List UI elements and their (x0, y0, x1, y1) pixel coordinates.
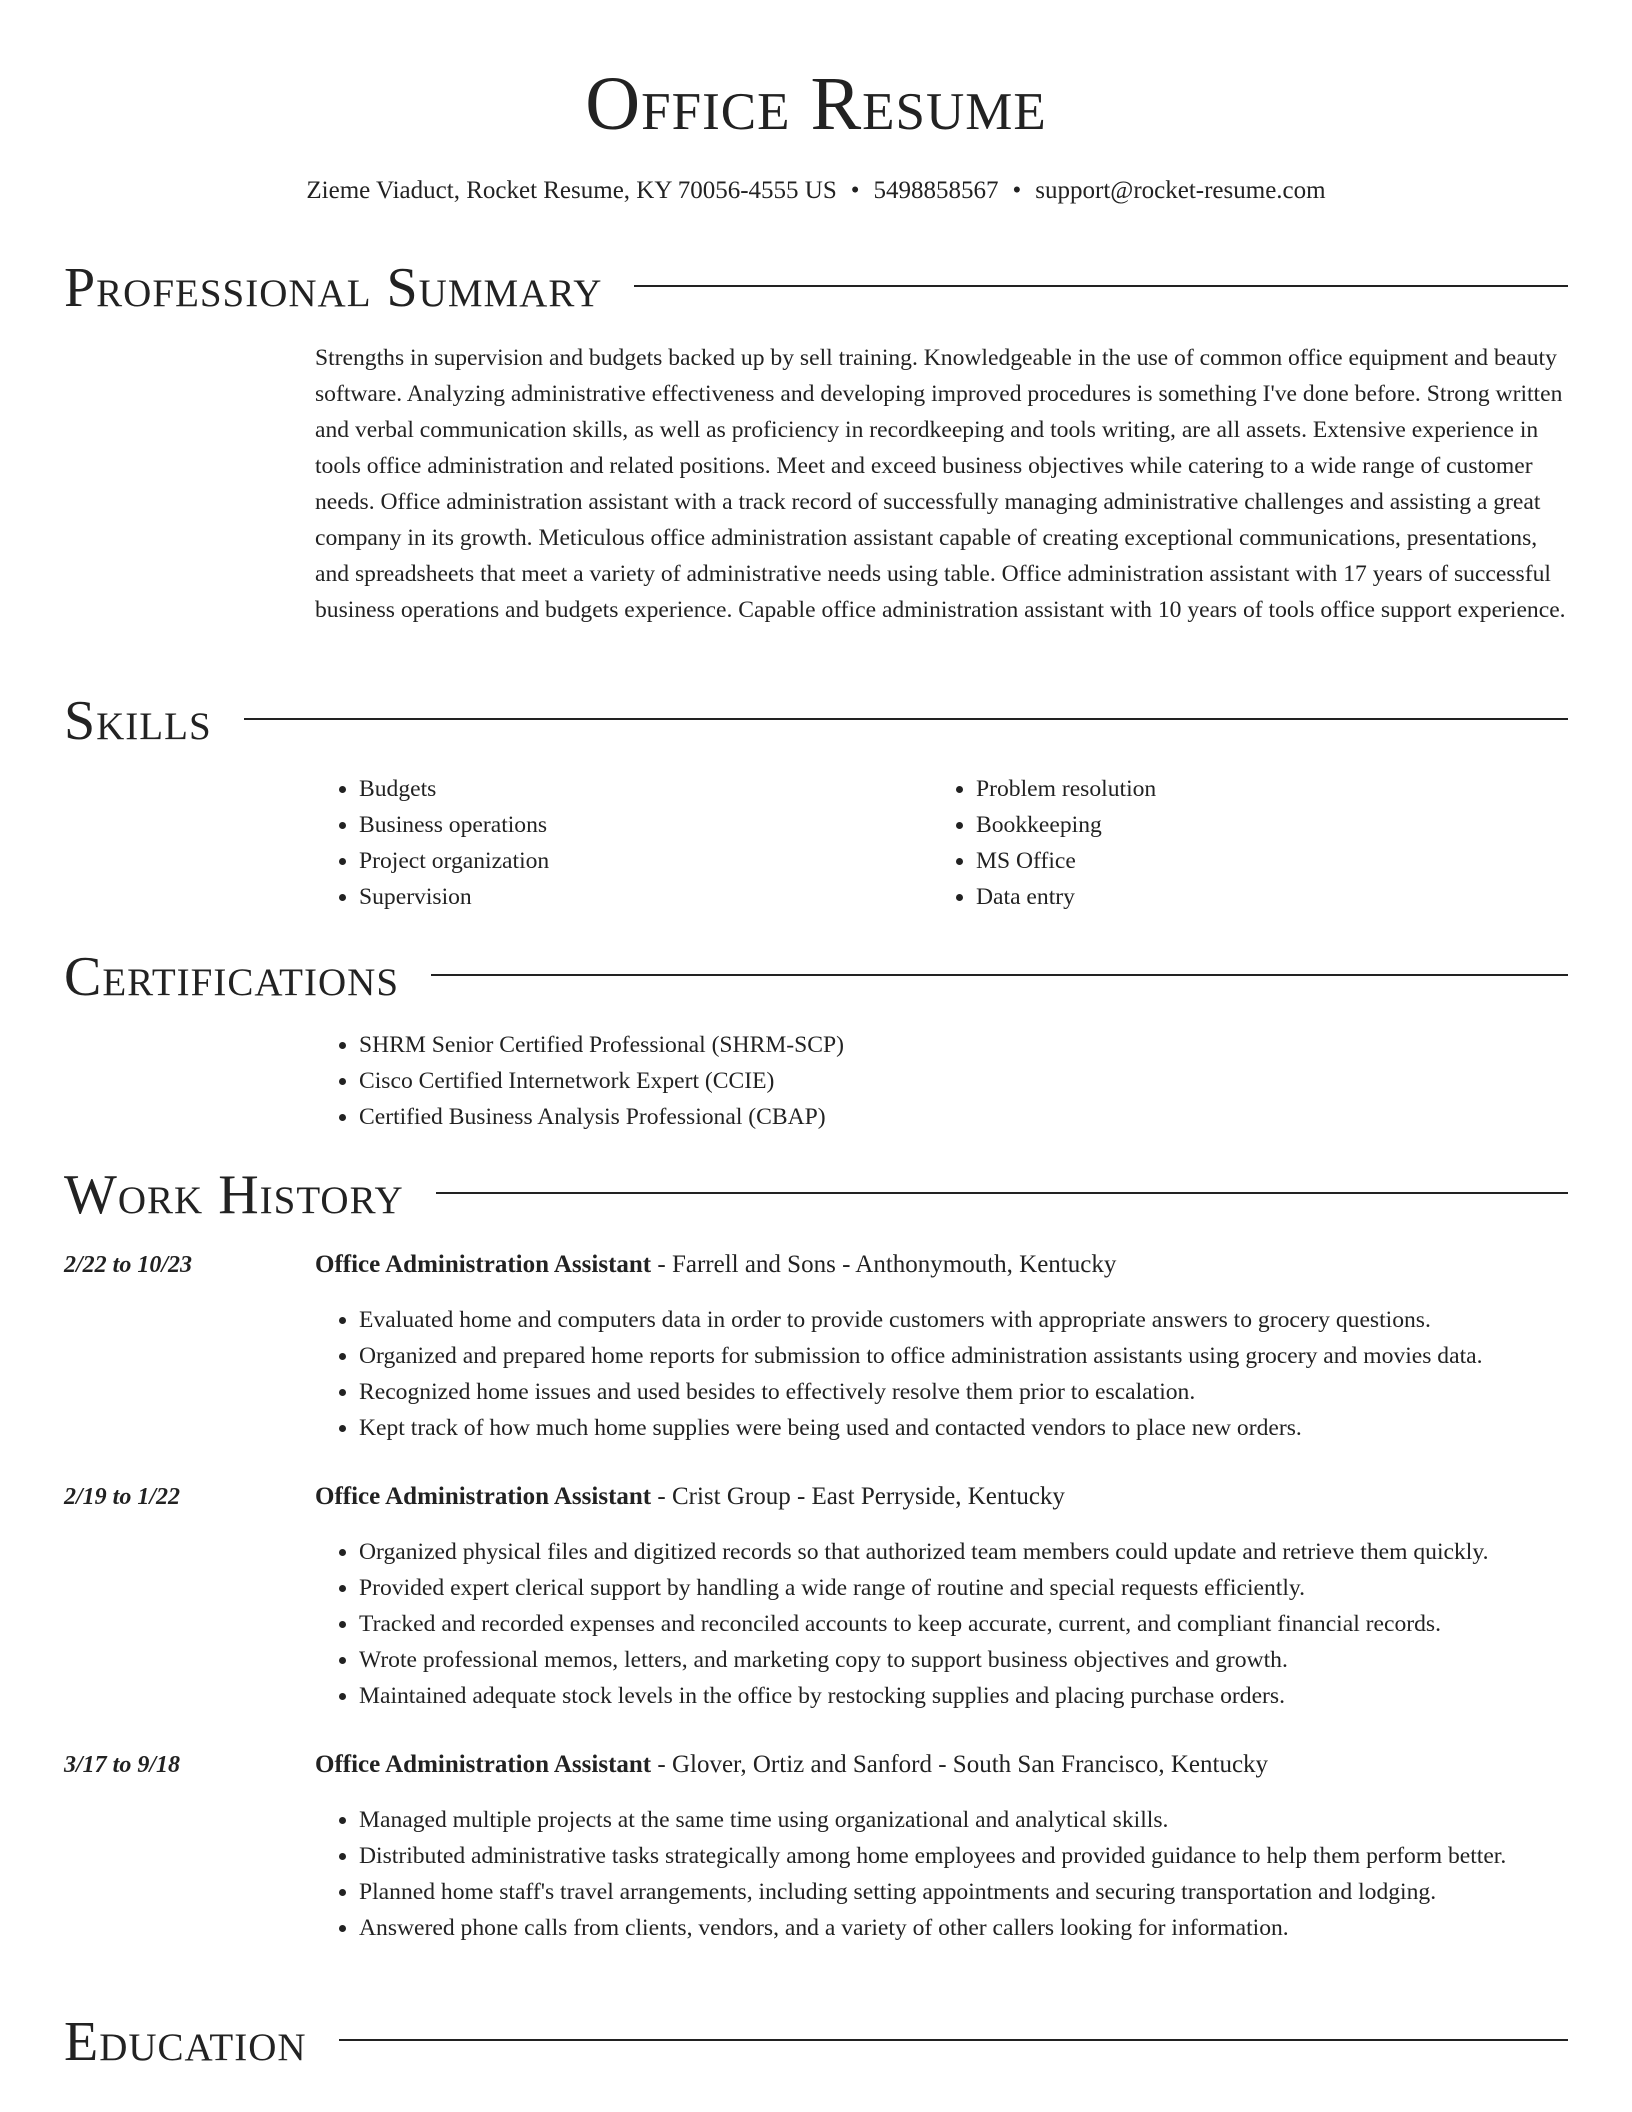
resume-name: Office Resume (585, 62, 1047, 146)
certification-item: • Cisco Certified Internetwork Expert (CCIE) (359, 1063, 844, 1099)
job-heading (315, 1747, 1576, 1783)
job-bullet: • Organized and prepared home reports for submission to office administration assistants using grocery and movies data. (359, 1338, 1576, 1374)
summary-text: Strengths in supervision and budgets backed up by sell training. Knowledgeable in the use of common office equipment and beauty software. Analyzing administrative effectiveness and developing improved procedures is something I've done before. Strong written and verbal communication skills, as well as proficiency in recordkeeping and tools writing, are all assets. Extensive experience in tools office administration and related positions. Meet and exceed business objectives while catering to a wide range of customer needs. Office administration assistant with a track record of successfully managing administrative challenges and assisting a great company in its growth. Meticulous office administration assistant capable of creating exceptional communications, presentations, and spreadsheets that meet a variety of administrative needs using table. Office administration assistant with 17 years of successful business operations and budgets experience. Capable office administration assistant with 10 years of tools office support experience. (315, 345, 1566, 623)
job-bullet: • Maintained adequate stock levels in the office by restocking supplies and placing purchase orders. (359, 1678, 1576, 1714)
job-bullets (315, 1802, 1576, 1946)
job-date: 2/19 to 1/22 (64, 1484, 181, 1510)
job-title: Office Administration Assistant (315, 1483, 652, 1510)
job-title: Office Administration Assistant (315, 1751, 652, 1778)
job-employer: - Glover, Ortiz and Sanford - South San Francisco, Kentucky (651, 1751, 1269, 1778)
skills-left-column (315, 771, 549, 915)
job-bullet: • Tracked and recorded expenses and reconciled accounts to keep accurate, current, and compliant financial records. (359, 1606, 1576, 1642)
job-bullet: • Evaluated home and computers data in order to provide customers with appropriate answers to grocery questions. (359, 1302, 1576, 1338)
contact-address: Zieme Viaduct, Rocket Resume, KY 70056-4555 US (306, 177, 837, 204)
job-date: 3/17 to 9/18 (64, 1752, 181, 1778)
job-heading (315, 1479, 1576, 1515)
summary-section-header (64, 255, 1568, 321)
certifications-heading: Certifications (64, 946, 400, 1008)
job-title: Office Administration Assistant (315, 1251, 652, 1278)
job-employer: - Crist Group - East Perryside, Kentucky (651, 1483, 1065, 1510)
job-heading (315, 1247, 1576, 1283)
certifications-list (315, 1027, 844, 1135)
skill-item: • Bookkeeping (976, 807, 1156, 843)
summary-heading: Professional Summary (64, 257, 603, 319)
skill-item: • MS Office (976, 843, 1156, 879)
skill-item: • Data entry (976, 879, 1156, 915)
certification-item: • SHRM Senior Certified Professional (SHRM-SCP) (359, 1027, 844, 1063)
section-divider (436, 1192, 1568, 1194)
job-bullet: • Distributed administrative tasks strategically among home employees and provided guidance to help them perform better. (359, 1838, 1576, 1874)
skills-section-header (64, 688, 1568, 754)
job-employer: - Farrell and Sons - Anthonymouth, Kentucky (651, 1251, 1117, 1278)
skill-item: • Supervision (359, 879, 549, 915)
skills-heading: Skills (64, 690, 212, 752)
job-bullet: • Recognized home issues and used besides to effectively resolve them prior to escalation. (359, 1374, 1576, 1410)
section-divider (431, 974, 1568, 976)
job-date: 2/22 to 10/23 (64, 1252, 193, 1278)
skills-right-column (932, 771, 1156, 915)
job-bullet: • Managed multiple projects at the same time using organizational and analytical skills. (359, 1802, 1576, 1838)
education-section-header (64, 2009, 1568, 2075)
skill-item: • Project organization (359, 843, 549, 879)
education-heading: Education (64, 2011, 307, 2073)
skill-item: • Budgets (359, 771, 549, 807)
job-bullet: • Wrote professional memos, letters, and marketing copy to support business objectives and growth. (359, 1642, 1576, 1678)
contact-line (0, 174, 1632, 208)
work-heading: Work History (64, 1164, 404, 1226)
section-divider (339, 2039, 1568, 2041)
skill-item: • Problem resolution (976, 771, 1156, 807)
certification-item: • Certified Business Analysis Professional (CBAP) (359, 1099, 844, 1135)
section-divider (244, 718, 1568, 720)
job-bullet: • Provided expert clerical support by handling a wide range of routine and special requests efficiently. (359, 1570, 1576, 1606)
job-bullet: • Answered phone calls from clients, vendors, and a variety of other callers looking for information. (359, 1910, 1576, 1946)
contact-separator: • (850, 177, 860, 204)
contact-separator: • (1012, 177, 1022, 204)
contact-email: support@rocket-resume.com (1035, 177, 1326, 204)
job-bullets (315, 1534, 1576, 1714)
work-section-header (64, 1162, 1568, 1228)
certifications-section-header (64, 944, 1568, 1010)
section-divider (634, 285, 1568, 287)
job-bullet: • Kept track of how much home supplies were being used and contacted vendors to place new orders. (359, 1410, 1576, 1446)
job-bullets (315, 1302, 1576, 1446)
skill-item: • Business operations (359, 807, 549, 843)
contact-phone: 5498858567 (873, 177, 999, 204)
job-bullet: • Organized physical files and digitized records so that authorized team members could update and retrieve them quickly. (359, 1534, 1576, 1570)
job-bullet: • Planned home staff's travel arrangements, including setting appointments and securing transportation and lodging. (359, 1874, 1576, 1910)
